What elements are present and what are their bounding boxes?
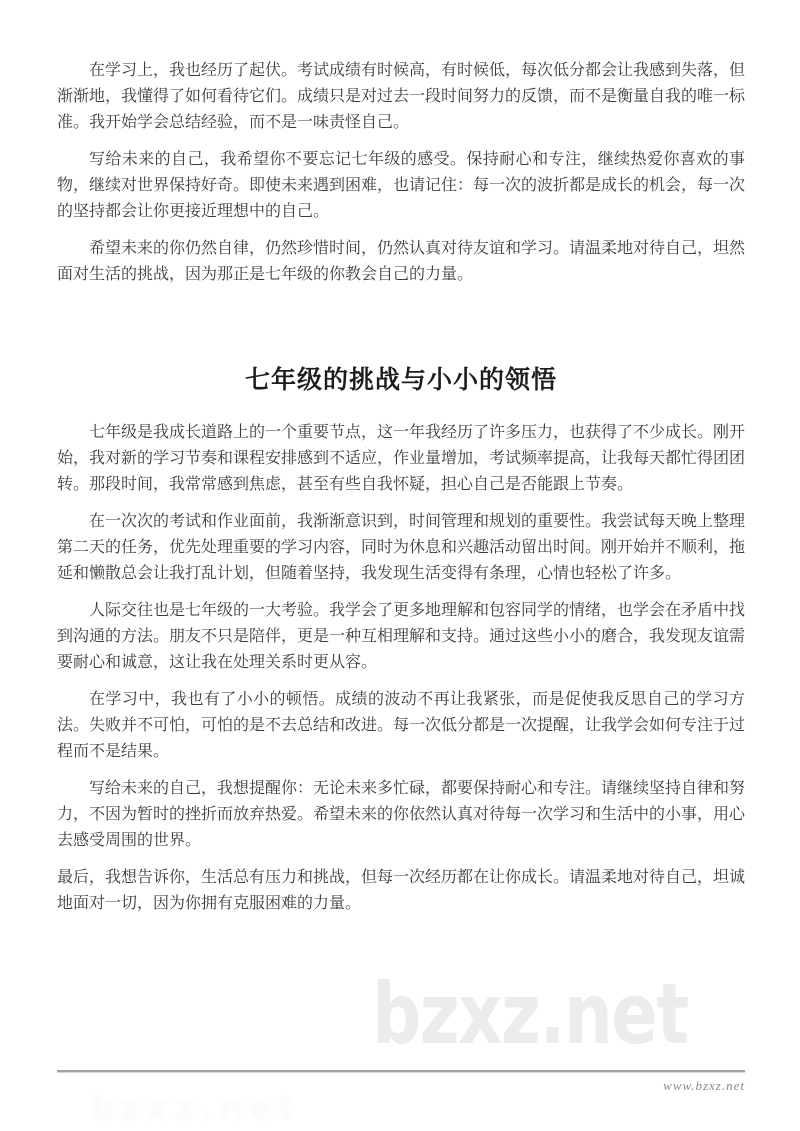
site-watermark: bzxz.net [372, 965, 688, 1063]
faint-watermark: bzxz.net [90, 1088, 301, 1128]
document-content [57, 58, 745, 928]
paragraph: 在学习中，我也有了小小的顿悟。成绩的波动不再让我紧张，而是促使我反思自己的学习方法。失败并不可怕，可怕的是不去总结和改进。每一次低分都是一次提醒，让我学会如何专注于过程而不是结果。 [57, 691, 746, 760]
paragraph: 写给未来的自己，我希望你不要忘记七年级的感受。保持耐心和专注，继续热爱你喜欢的事物，继续对世界保持好奇。即使未来遇到困难，也请记住：每一次的波折都是成长的机会，每一次的坚持都会让你更接近理想中的自己。 [57, 151, 746, 220]
paragraph: 写给未来的自己，我想提醒你：无论未来多忙碌，都要保持耐心和专注。请继续坚持自律和努力，不因为暂时的挫折而放弃热爱。希望未来的你依然认真对待每一次学习和生活中的小事，用心去感受周围的世界。 [57, 780, 746, 849]
footer-site-url: www.bzxz.net [663, 1078, 745, 1093]
paragraph: 在学习上，我也经历了起伏。考试成绩有时候高，有时候低，每次低分都会让我感到失落，但渐渐地，我懂得了如何看待它们。成绩只是对过去一段时间努力的反馈，而不是衡量自我的唯一标准。我开始学会总结经验，而不是一味责怪自己。 [57, 62, 746, 131]
paragraph: 希望未来的你仍然自律，仍然珍惜时间，仍然认真对待友谊和学习。请温柔地对待自己，坦然面对生活的挑战，因为那正是七年级的你教会自己的力量。 [57, 240, 746, 283]
paragraph: 在一次次的考试和作业面前，我渐渐意识到，时间管理和规划的重要性。我尝试每天晚上整理第二天的任务，优先处理重要的学习内容，同时为休息和兴趣活动留出时间。刚开始并不顺利，拖延和懒散总会让我打乱计划，但随着坚持，我发现生活变得有条理，心情也轻松了许多。 [57, 513, 746, 582]
paragraph: 人际交往也是七年级的一大考验。我学会了更多地理解和包容同学的情绪，也学会在矛盾中找到沟通的方法。朋友不只是陪伴，更是一种互相理解和支持。通过这些小小的磨合，我发现友谊需要耐心和诚意，这让我在处理关系时更从容。 [57, 602, 746, 671]
footer-divider [57, 1070, 745, 1073]
paragraph: 七年级是我成长道路上的一个重要节点，这一年我经历了许多压力，也获得了不少成长。刚开始，我对新的学习节奏和课程安排感到不适应，作业量增加，考试频率提高，让我每天都忙得团团转。那段时间，我常常感到焦虑，甚至有些自我怀疑，担心自己是否能跟上节奏。 [57, 424, 746, 493]
paragraph-closing: 最后，我想告诉你，生活总有压力和挑战，但每一次经历都在让你成长。请温柔地对待自己，坦诚地面对一切，因为你拥有克服困难的力量。 [57, 869, 746, 912]
essay-title: 七年级的挑战与小小的领悟 [244, 367, 557, 394]
